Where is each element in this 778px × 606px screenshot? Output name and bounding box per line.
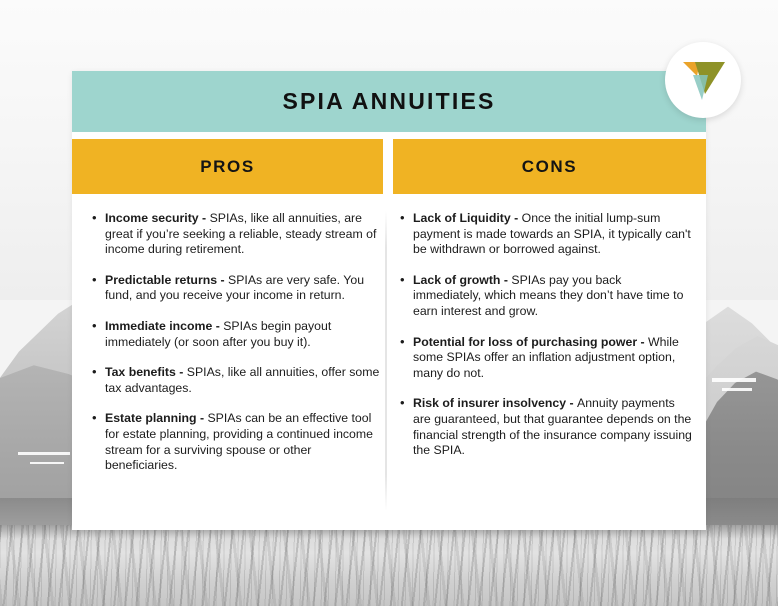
pros-column-header: PROS [72, 139, 383, 194]
list-item [92, 319, 380, 350]
list-item-term: Lack of growth - [413, 272, 512, 287]
list-item [400, 273, 692, 320]
pros-list [92, 211, 380, 474]
pros-column-body [92, 211, 380, 489]
list-item-text: SPIAs pay you back immediately, which means they don’t have time to earn interest and grow. [413, 272, 684, 318]
triangle-logo-icon [683, 62, 725, 102]
card-title-bar [72, 71, 706, 132]
list-item-term: Income security - [105, 211, 210, 225]
shore-village-left [18, 452, 70, 455]
list-item [92, 365, 380, 396]
list-item-term: Predictable returns - [105, 272, 229, 287]
shore-village-left-2 [30, 462, 64, 464]
cons-list [400, 211, 692, 459]
list-item [92, 273, 380, 304]
list-item-term: Immediate income - [105, 318, 224, 333]
list-item-text: SPIAs begin payout immediately (or soon after you buy it). [105, 318, 332, 349]
spia-annuities-card [72, 71, 706, 530]
logo-badge [665, 42, 741, 118]
list-item-term: Risk of insurer insolvency - [413, 396, 578, 411]
list-item [92, 211, 380, 258]
list-item-text: SPIAs can be an effective tool for estate planning, providing a continued income stream for a surviving spouse or other beneficiaries. [105, 411, 373, 473]
list-item [400, 211, 692, 258]
list-item-term: Estate planning - [105, 411, 208, 426]
list-item-term: Lack of Liquidity - [413, 211, 522, 225]
list-item-text: SPIAs, like all annuities, offer some tax advantages. [105, 365, 380, 395]
list-item [400, 335, 692, 382]
list-item-term: Tax benefits - [105, 365, 187, 380]
page-title: SPIA ANNUITIES [282, 88, 496, 114]
column-divider [385, 211, 387, 511]
list-item-text: Once the initial lump-sum payment is made towards an SPIA, it typically can't be withdrawn or borrowed against. [413, 211, 691, 257]
list-item-term: Potential for loss of purchasing power - [413, 334, 649, 349]
list-item [400, 396, 692, 458]
list-item-text: While some SPIAs offer an inflation adjustment option, many do not. [413, 334, 679, 380]
list-item-text: Annuity payments are guaranteed, but that guarantee depends on the financial strength of the insurance company issuing the SPIA. [413, 396, 692, 458]
list-item-text: SPIAs, like all annuities, are great if you’re seeking a reliable, steady stream of income during retirement. [105, 211, 377, 257]
cons-column-body [400, 211, 692, 474]
shore-village-right-2 [722, 388, 752, 391]
list-item-text: SPIAs are very safe. You fund, and you receive your income in return. [105, 272, 365, 303]
list-item [92, 411, 380, 473]
cons-column-header: CONS [393, 139, 706, 194]
shore-village-right [712, 378, 756, 382]
